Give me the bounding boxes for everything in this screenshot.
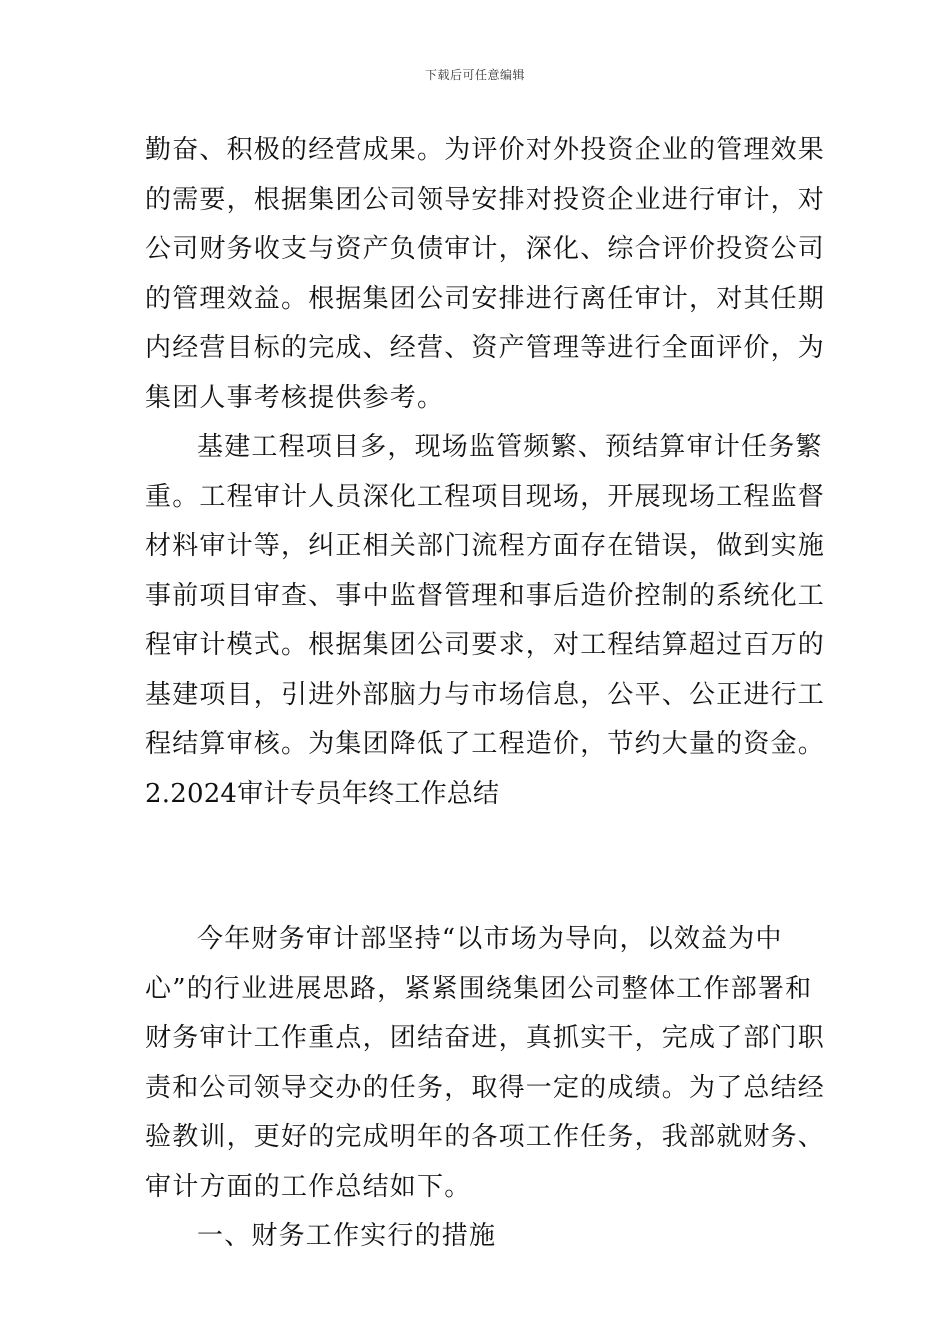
text-line: 程结算审核。为集团降低了工程造价，节约大量的资金。 (145, 729, 826, 759)
page-header: 下载后可任意编辑 (424, 68, 525, 82)
text-line: 财务审计工作重点，团结奋进，真抓实干，完成了部门职 (145, 1023, 826, 1053)
section-spacer (145, 819, 815, 915)
text-line: 事前项目审查、事中监督管理和事后造价控制的系统化工 (145, 580, 826, 611)
text-line: 重。工程审计人员深化工程项目现场，开展现场工程监督 (145, 481, 826, 512)
text-line: 勤奋、积极的经营成果。为评价对外投资企业的管理效果 (145, 135, 826, 165)
text-line: 的需要，根据集团公司领导安排对投资企业进行审计，对 (145, 184, 826, 215)
text-line: 责和公司领导交办的任务，取得一定的成绩。为了总结经 (145, 1072, 826, 1103)
section-title: 2.2024审计专员年终工作总结 (145, 778, 500, 809)
text-line: 材料审计等，纠正相关部门流程方面存在错误，做到实施 (145, 531, 826, 561)
text-line: 内经营目标的完成、经营、资产管理等进行全面评价，为 (145, 333, 826, 363)
text-line: 的管理效益。根据集团公司安排进行离任审计，对其任期 (145, 283, 826, 314)
document-body (145, 126, 826, 1262)
text-line: 基建工程项目多，现场监管频繁、预结算审计任务繁 (197, 432, 823, 462)
text-line: 集团人事考核提供参考。 (145, 382, 445, 413)
text-line: 基建项目，引进外部脑力与市场信息，公平、公正进行工 (145, 679, 826, 710)
text-line: 审计方面的工作总结如下。 (145, 1171, 472, 1202)
text-line: 验教训，更好的完成明年的各项工作任务，我部就财务、 (145, 1122, 826, 1152)
text-line: 今年财务审计部坚持“以市场为导向，以效益为中 (197, 924, 783, 954)
text-line: 程审计模式。根据集团公司要求，对工程结算超过百万的 (145, 630, 826, 660)
text-line: 心”的行业进展思路，紧紧围绕集团公司整体工作部署和 (145, 973, 813, 1004)
subheading: 一、财务工作实行的措施 (197, 1221, 497, 1251)
text-line: 公司财务收支与资产负债审计，深化、综合评价投资公司 (145, 234, 826, 264)
